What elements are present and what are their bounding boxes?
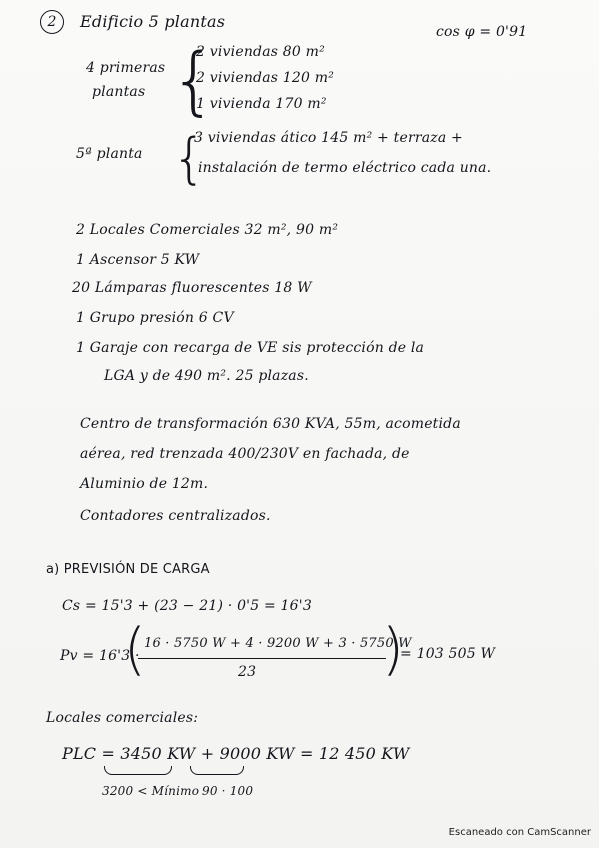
underbrace-1 xyxy=(104,766,172,775)
load-item-garaje: 1 Garaje con recarga de VE sis protección de la xyxy=(76,340,425,356)
fraction-bar xyxy=(138,658,386,659)
camscanner-watermark: Escaneado con CamScanner xyxy=(448,827,591,838)
floor-item-3: 1 vivienda 170 m² xyxy=(196,96,327,112)
note-line-2: aérea, red trenzada 400/230V en fachada, de xyxy=(80,446,410,462)
note-line-3: Aluminio de 12m. xyxy=(80,476,209,492)
floor-item-1: 2 viviendas 80 m² xyxy=(196,44,325,60)
right-paren: ) xyxy=(382,617,404,682)
problem-number: 2 xyxy=(40,10,64,34)
load-item-ascensor: 1 Ascensor 5 KW xyxy=(76,252,200,268)
left-paren: ( xyxy=(124,617,146,682)
note-line-4: Contadores centralizados. xyxy=(80,508,271,524)
pv-denominator: 23 xyxy=(238,664,257,680)
power-factor: cos φ = 0'91 xyxy=(436,24,528,40)
pv-result: = 103 505 W xyxy=(400,646,496,662)
plc-note-2: 90 · 100 xyxy=(202,784,254,798)
load-item-grupo-presion: 1 Grupo presión 6 CV xyxy=(76,310,234,326)
building-title: Edificio 5 plantas xyxy=(80,12,226,31)
brace-floors: { xyxy=(170,38,218,124)
load-item-lamparas: 20 Lámparas fluorescentes 18 W xyxy=(72,280,312,296)
brace-floor-5: { xyxy=(172,127,207,190)
note-line-1: Centro de transformación 630 KVA, 55m, acometida xyxy=(80,416,461,432)
underbrace-2 xyxy=(190,766,244,775)
floor-5-line-2: instalación de termo eléctrico cada una. xyxy=(198,160,492,176)
floor-item-2: 2 viviendas 120 m² xyxy=(196,70,335,86)
cs-formula: Cs = 15'3 + (23 − 21) · 0'5 = 16'3 xyxy=(62,598,312,614)
floors-label-1: 4 primeras xyxy=(86,60,166,76)
floor-5-line-1: 3 viviendas ático 145 m² + terraza + xyxy=(194,130,463,146)
load-item-garaje-cont: LGA y de 490 m². 25 plazas. xyxy=(104,368,309,384)
pv-left: Pv = 16'3 · xyxy=(60,648,140,664)
floors-label-2: plantas xyxy=(92,84,146,100)
floor-5-label: 5ª planta xyxy=(76,146,143,162)
section-heading: a) PREVISIÓN DE CARGA xyxy=(46,562,210,577)
locales-label: Locales comerciales: xyxy=(46,710,199,726)
plc-formula: PLC = 3450 KW + 9000 KW = 12 450 KW xyxy=(62,744,410,763)
load-item-locales: 2 Locales Comerciales 32 m², 90 m² xyxy=(76,222,339,238)
pv-numerator: 16 · 5750 W + 4 · 9200 W + 3 · 5750 W xyxy=(144,636,412,651)
plc-note-1: 3200 < Mínimo xyxy=(102,784,200,798)
